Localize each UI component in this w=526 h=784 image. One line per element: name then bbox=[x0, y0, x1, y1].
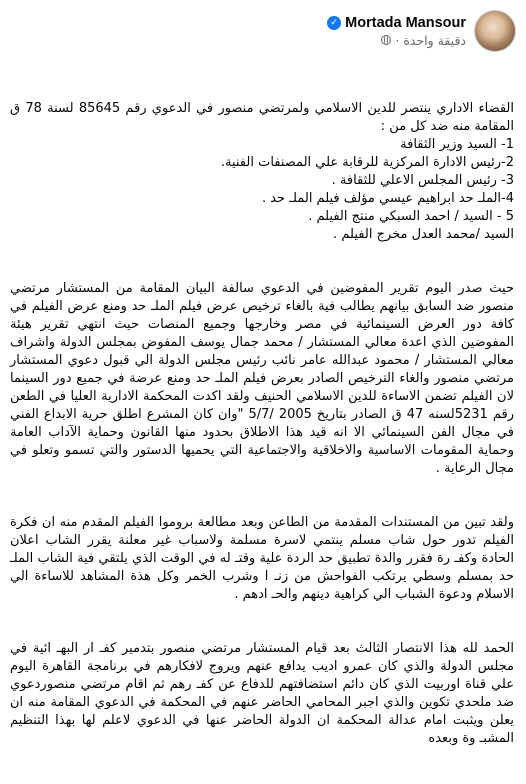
post-paragraph-4: الحمد لله هذا الانتصار الثالث بعد قيام المستشار مرتضي منصور بتدمير كفـ ار البهـ ائية في مجلس الدولة والذي كان عمرو اديب يدافع عنهم ويروج لافكارهم في برنامجة القاهرة اليوم علي قناة اوربيت الذي كان دائم استضافتهم للدفاع عن كفـ رهم ثم اقام مرتضي منصوردعوي ضد ملحدي تكوين والذي اجبر المحامي الحاضر عنهم في المحكمة في الدعوي المقامة منه ان يعلن ويثبت امام عدالة المحكمة ان الدولة الحاضر عنها في الدعوي لاعلم لها بهذا التنظيم المشبـ وة وبعده bbox=[5, 641, 514, 746]
post-time[interactable]: دقيقة واحدة bbox=[403, 32, 466, 48]
post-time-row bbox=[381, 33, 466, 48]
post-body bbox=[5, 64, 514, 784]
post-meta bbox=[327, 15, 466, 48]
post-header bbox=[10, 8, 516, 54]
post-paragraph-2: حيث صدر اليوم تقرير المفوضين في الدعوي سالفة البيان المقامة من المستشار مرتضي منصور ضد السابق بيانهم يطالب فية بالغاء ترخيص عرض فيلم الملـ حد ومنع عرض الفيلم في كافة دور العرض السينمائية في مصر وخارجها وجميع المنصات حيث انتهي تقرير هيئة المفوضين الذي اعدة معالي المستشار / محمد جمال يوسف المفوض بمجلس الدولة واشراف معالي المستشار / محمود عبدالله عامر نائب رئيس مجلس الدولة الي قبول دعوي المستشار مرتضي منصور والغاء الترخيص الصادر بعرض فيلم الملـ حد ومنع عرضة في جميع دور السينما لان الفيلم تضمن الاساءة للدين الاسلامي الحنيف ولقد اكدت المحكمة الادارية العليا في الطعن رقم 5231لسنه 47 ق الصادر بتاريخ 2005 /5/7 "وان كان المشرع اطلق حرية الابداع الفني في مجال الفن السينمائي الا انه قيد هذا الاطلاق بحدود منها القانون وحماية الآداب العامة وحماية المقومات الاساسية والاخلاقية والاجتماعية التي يحميها الدستور والتي تسمو وتعلو في مجال الرعاية . bbox=[5, 281, 514, 476]
author-row bbox=[327, 15, 466, 31]
separator: · bbox=[395, 32, 400, 48]
globe-icon[interactable] bbox=[381, 35, 391, 45]
avatar[interactable] bbox=[474, 10, 516, 52]
post-paragraph-1: القضاء الاداري ينتصر للدين الاسلامي ولمرتضي منصور في الدعوي رقم 85645 لسنة 78 ق المقامة منه ضد كل من : 1- السيد وزير الثقافة 2-رئيس الادارة المركزية للرقابة علي المصنفات الفنية. 3- رئيس المجلس الاعلي للثقافة . 4-الملـ حد ابراهيم عيسي مؤلف فيلم الملـ حد . 5 - السيد / احمد السبكي منتج الفيلم . السيد /محمد العدل مخرج الفيلم . bbox=[10, 101, 514, 242]
post-paragraph-3: ولقد تبين من المستندات المقدمة من الطاعن وبعد مطالعة بروموا الفيلم المقدم منه ان فكرة الفيلم تدور حول شاب مسلم ينتمي لاسرة مسلمة ولاسباب غير معلنة يقرر الشاب اعلان الحادة وكفـ رة فقرر والدة تطبيق حد الردة علية وقتـ له في الوقت الذي يلتقي فية الشاب الملـ حد بمسلم وسطي يرتكب الفواحش من زنـ ا وشرب الخمر وكل هذة المشاهد للاساءة الي الاسلام ودعوة الشباب الي كراهية دينهم والحـ ادهم . bbox=[5, 515, 514, 602]
verified-badge-icon: ✓ bbox=[327, 16, 341, 30]
author-name[interactable]: Mortada Mansour bbox=[345, 14, 466, 31]
